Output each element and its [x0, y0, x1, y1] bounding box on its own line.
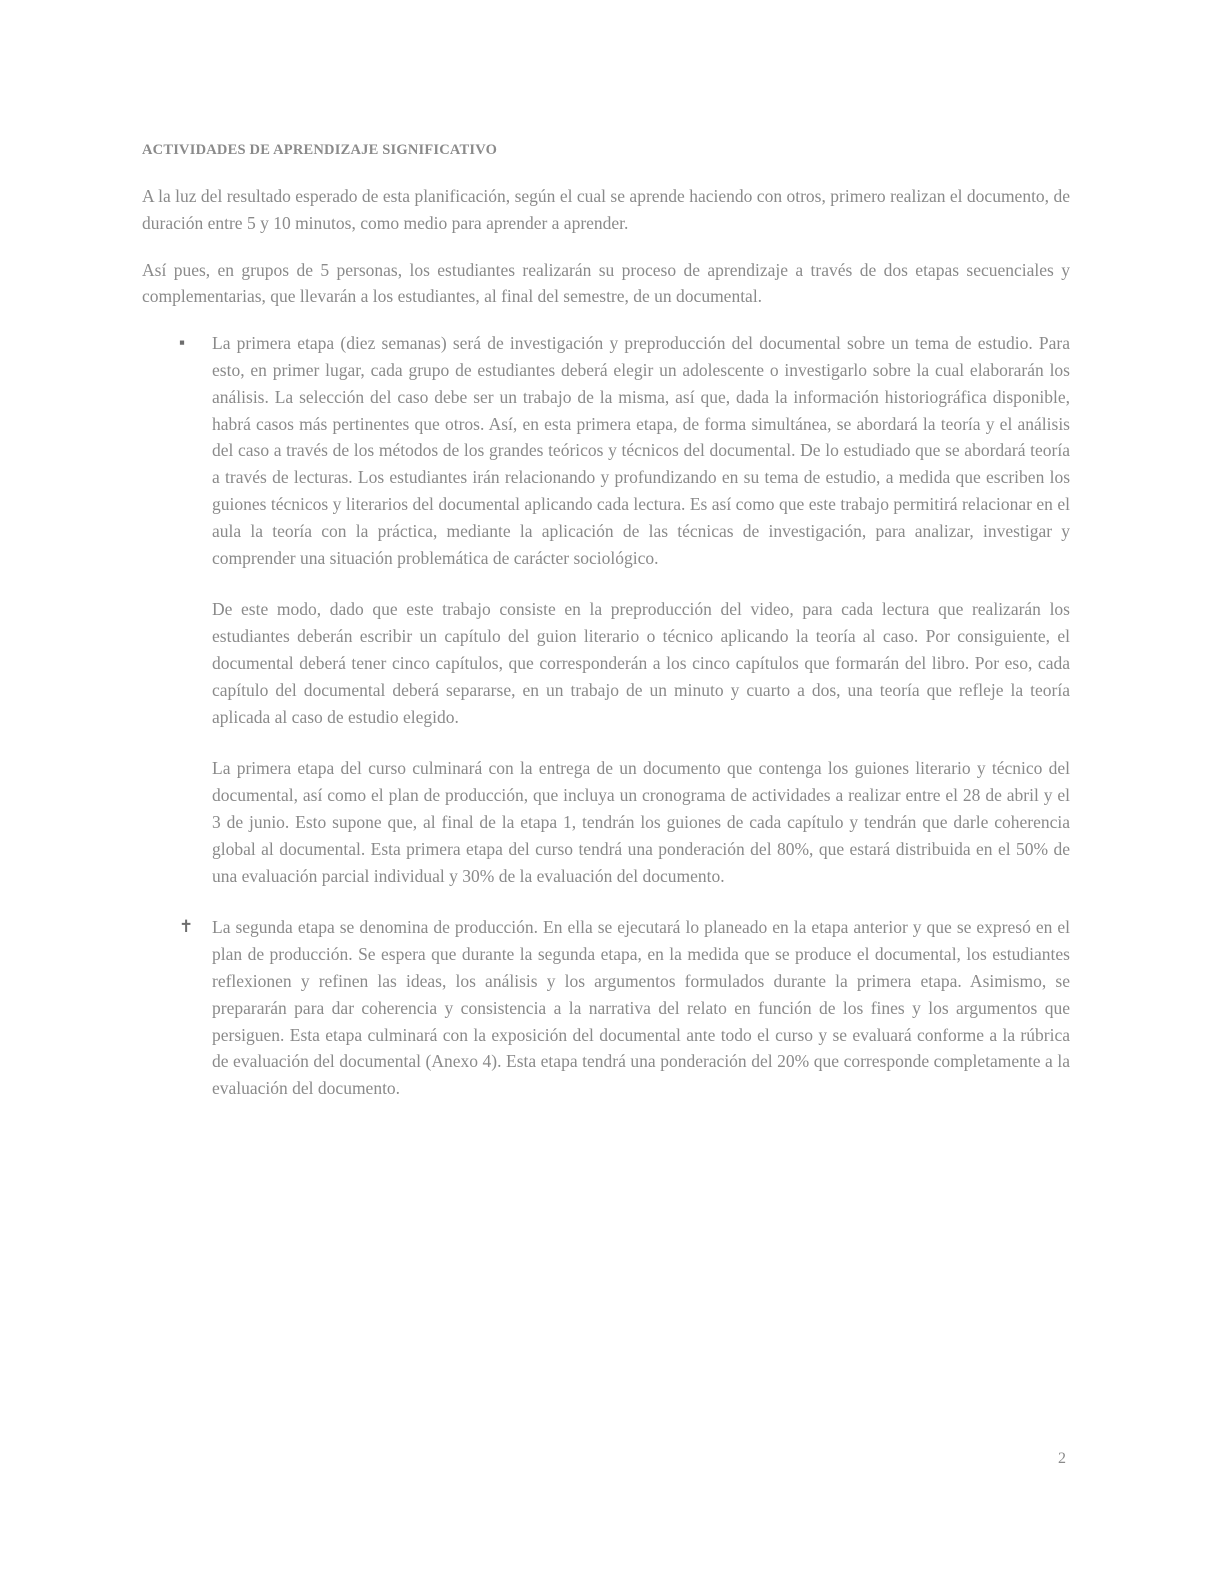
stages-list — [142, 330, 1070, 1102]
stage-1-paragraph-3: La primera etapa del curso culminará con la entrega de un documento que contenga los guiones literario y técnico del documental, así como el plan de producción, que incluya un cronograma de actividades a realizar entre el 28 de abril y el 3 de junio. Esto supone que, al final de la etapa 1, tendrán los guiones de cada capítulo y tendrán que darle coherencia global al documental. Esta primera etapa del curso tendrá una ponderación del 80%, que estará distribuida en el 50% de una evaluación parcial individual y 30% de la evaluación del documento. — [212, 758, 1070, 886]
document-page — [142, 138, 1070, 1127]
intro-paragraph-2: Así pues, en grupos de 5 personas, los estudiantes realizarán su proceso de aprendizaje a través de dos etapas secuenciales y complementarias, que llevarán a los estudiantes, al final del semestre, de un documental. — [142, 259, 1070, 307]
list-item — [142, 330, 1070, 889]
section-heading: ACTIVIDADES DE APRENDIZAJE SIGNIFICATIVO — [142, 142, 498, 158]
stage-1-paragraph-1: La primera etapa (diez semanas) será de investigación y preproducción del documental sobre un tema de estudio. Para esto, en primer lugar, cada grupo de estudiantes deberá elegir un adolescente o investigarlo sobre la cual elaborarán los análisis. La selección del caso debe ser un trabajo de la misma, así que, dada la información historiográfica disponible, habrá casos más pertinentes que otros. Así, en esta primera etapa, de forma simultánea, se abordará la teoría y el análisis del caso a través de los métodos de los grandes teóricos y técnicos del documental. De lo estudiado que se abordará teoría a través de lecturas. Los estudiantes irán relacionando y profundizando en su tema de estudio, a medida que escriben los guiones técnicos y literarios del documental aplicando cada lectura. Es así como que este trabajo permitirá relacionar en el aula la teoría con la práctica, mediante la aplicación de las técnicas de investigación, para analizar, investigar y comprender una situación problemática de carácter sociológico. — [212, 333, 1070, 568]
dagger-bullet-icon: ✝ — [179, 917, 194, 937]
page-number: 2 — [1058, 1450, 1066, 1467]
stage-2-paragraph-1: La segunda etapa se denomina de producción. En ella se ejecutará lo planeado en la etapa anterior y que se expresó en el plan de producción. Se espera que durante la segunda etapa, en la medida que se produce el documental, los estudiantes reflexionen y refinen las ideas, los análisis y los argumentos formulados durante la primera etapa. Asimismo, se prepararán para dar coherencia y consistencia a la narrativa del relato en función de los fines y los argumentos que persiguen. Esta etapa culminará con la exposición del documental ante todo el curso y se evaluará conforme a la rúbrica de evaluación del documental (Anexo 4). Esta etapa tendrá una ponderación del 20% que corresponde completamente a la evaluación del documento. — [212, 917, 1070, 1099]
list-item — [142, 914, 1070, 1102]
intro-paragraph-1: A la luz del resultado esperado de esta planificación, según el cual se aprende haciendo con otros, primero realizan el documento, de duración entre 5 y 10 minutos, como medio para aprender a aprender. — [142, 186, 1070, 233]
square-bullet-icon: ▪ — [179, 333, 186, 353]
stage-1-paragraph-2: De este modo, dado que este trabajo consiste en la preproducción del video, para cada lectura que realizarán los estudiantes deberán escribir un capítulo del guion literario o técnico aplicando la teoría al caso. Por consiguiente, el documental deberá tener cinco capítulos, que corresponderán a los cinco capítulos que formarán del libro. Por eso, cada capítulo del documental deberá separarse, en un trabajo de un minuto y cuarto a dos, una teoría que refleje la teoría aplicada al caso de estudio elegido. — [212, 599, 1070, 727]
